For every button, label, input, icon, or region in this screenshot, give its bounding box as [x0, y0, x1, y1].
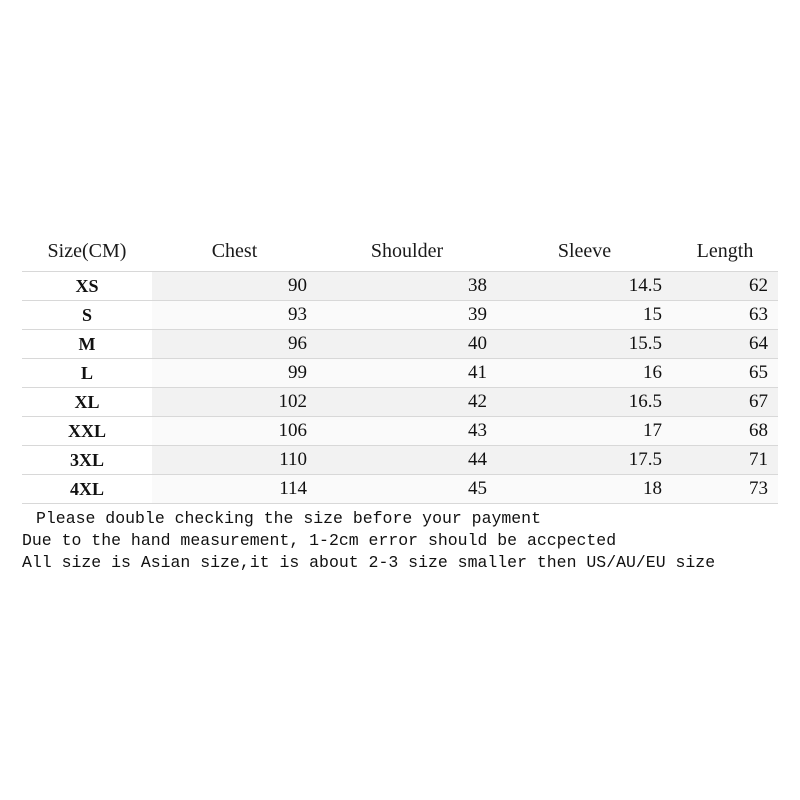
cell-shoulder: 40	[317, 330, 497, 359]
cell-chest: 102	[152, 388, 317, 417]
cell-sleeve: 18	[497, 475, 672, 504]
cell-chest: 99	[152, 359, 317, 388]
size-chart-table-wrapper	[22, 236, 778, 504]
table-header	[22, 236, 778, 272]
cell-chest: 90	[152, 272, 317, 301]
cell-shoulder: 43	[317, 417, 497, 446]
cell-size: 3XL	[22, 446, 152, 475]
cell-size: XXL	[22, 417, 152, 446]
column-header-size: Size(CM)	[22, 236, 152, 272]
cell-sleeve: 16.5	[497, 388, 672, 417]
cell-sleeve: 15.5	[497, 330, 672, 359]
cell-length: 73	[672, 475, 778, 504]
table-row	[22, 388, 778, 417]
notes-block	[22, 508, 782, 574]
cell-sleeve: 17.5	[497, 446, 672, 475]
cell-sleeve: 16	[497, 359, 672, 388]
cell-chest: 106	[152, 417, 317, 446]
cell-length: 62	[672, 272, 778, 301]
table-header-row	[22, 236, 778, 272]
cell-sleeve: 15	[497, 301, 672, 330]
note-line-2: Due to the hand measurement, 1-2cm error should be accpected	[22, 531, 617, 550]
column-header-chest: Chest	[152, 236, 317, 272]
cell-chest: 96	[152, 330, 317, 359]
cell-size: XL	[22, 388, 152, 417]
cell-size: M	[22, 330, 152, 359]
column-header-sleeve: Sleeve	[497, 236, 672, 272]
cell-length: 63	[672, 301, 778, 330]
cell-shoulder: 44	[317, 446, 497, 475]
cell-size: XS	[22, 272, 152, 301]
column-header-shoulder: Shoulder	[317, 236, 497, 272]
cell-chest: 93	[152, 301, 317, 330]
cell-length: 71	[672, 446, 778, 475]
table-row	[22, 330, 778, 359]
cell-shoulder: 45	[317, 475, 497, 504]
cell-shoulder: 42	[317, 388, 497, 417]
table-row	[22, 301, 778, 330]
cell-shoulder: 41	[317, 359, 497, 388]
cell-length: 67	[672, 388, 778, 417]
table-row	[22, 417, 778, 446]
cell-chest: 110	[152, 446, 317, 475]
cell-length: 65	[672, 359, 778, 388]
cell-shoulder: 39	[317, 301, 497, 330]
cell-sleeve: 14.5	[497, 272, 672, 301]
table-row	[22, 446, 778, 475]
table-row	[22, 475, 778, 504]
column-header-length: Length	[672, 236, 778, 272]
cell-shoulder: 38	[317, 272, 497, 301]
cell-chest: 114	[152, 475, 317, 504]
size-chart-table	[22, 236, 778, 504]
note-line-3: All size is Asian size,it is about 2-3 size smaller then US/AU/EU size	[22, 553, 716, 572]
note-line-1: Please double checking the size before your payment	[36, 509, 541, 528]
table-body	[22, 272, 778, 504]
cell-length: 68	[672, 417, 778, 446]
table-row	[22, 272, 778, 301]
cell-size: L	[22, 359, 152, 388]
cell-length: 64	[672, 330, 778, 359]
cell-sleeve: 17	[497, 417, 672, 446]
cell-size: 4XL	[22, 475, 152, 504]
cell-size: S	[22, 301, 152, 330]
table-row	[22, 359, 778, 388]
